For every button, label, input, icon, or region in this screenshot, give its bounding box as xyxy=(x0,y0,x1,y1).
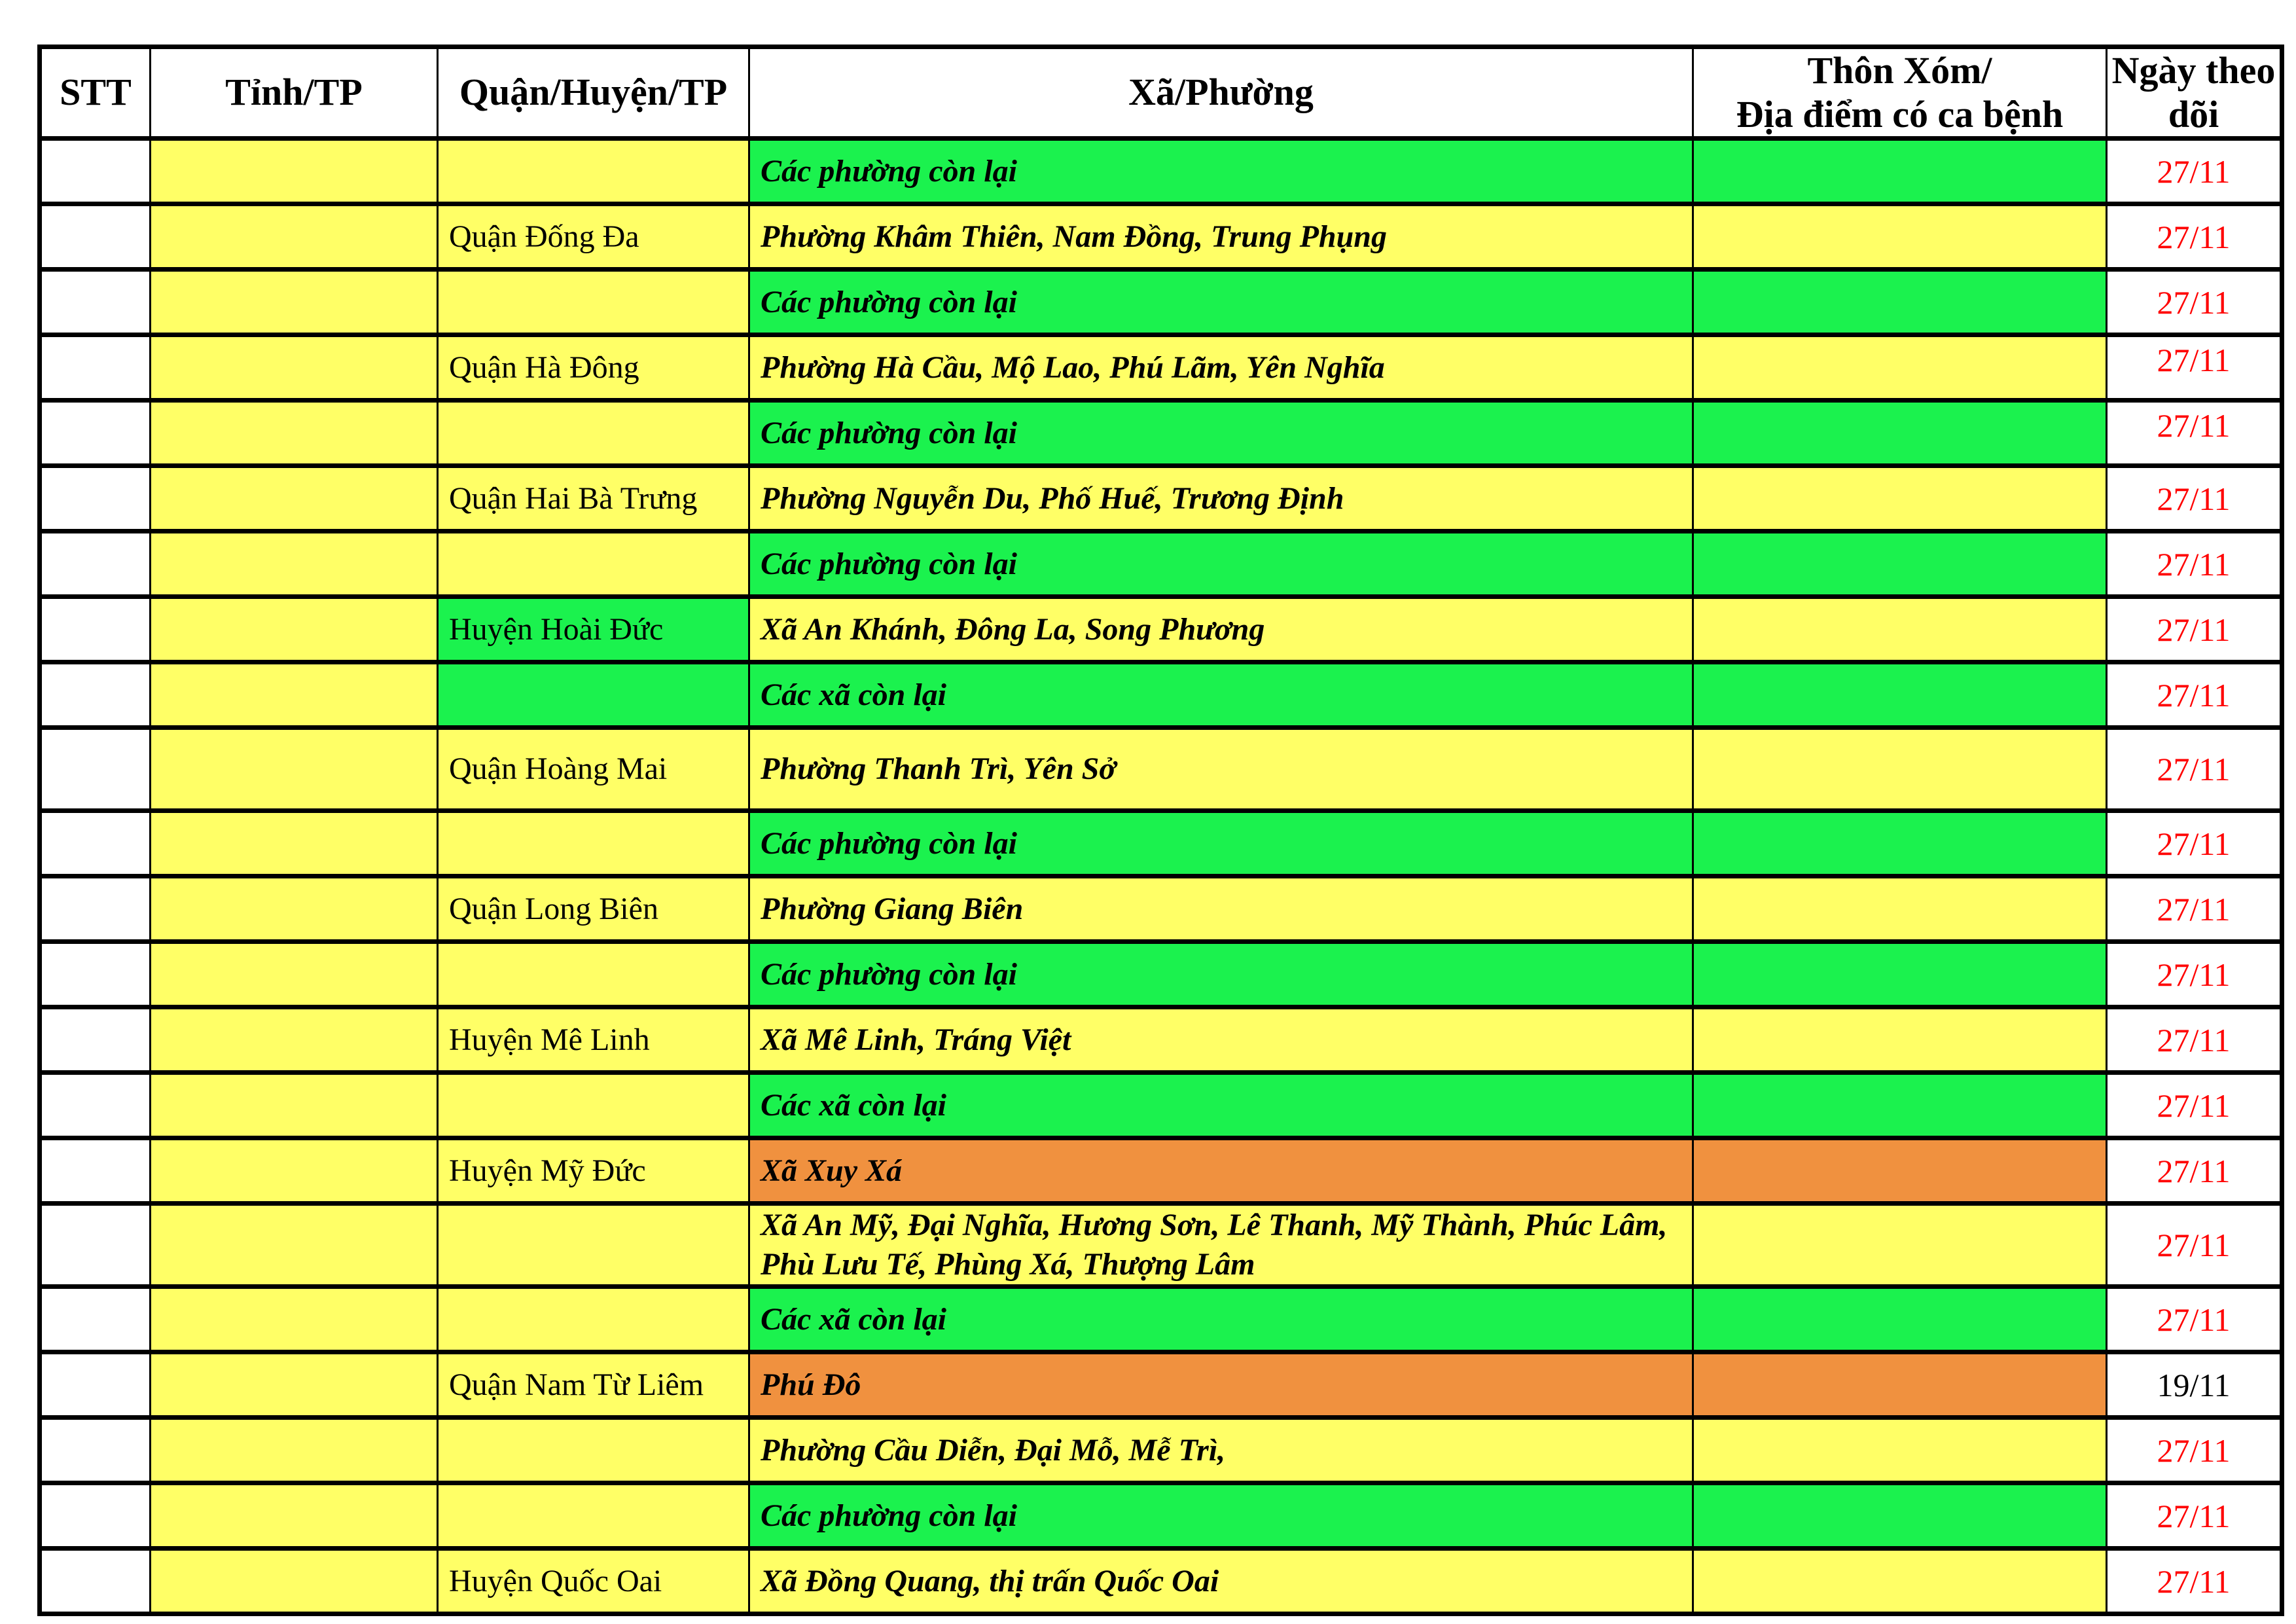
district-cell xyxy=(438,1073,749,1138)
table-row xyxy=(40,1073,2282,1138)
table-row xyxy=(40,662,2282,728)
follow-date-cell: 27/11 xyxy=(2107,1204,2282,1287)
stt-cell xyxy=(40,1549,151,1614)
hamlet-cell xyxy=(1693,1138,2107,1204)
hamlet-cell xyxy=(1693,1483,2107,1549)
ward-cell: Các xã còn lại xyxy=(749,1287,1693,1352)
province-cell xyxy=(151,1007,438,1073)
ward-cell: Xã An Khánh, Đông La, Song Phương xyxy=(749,597,1693,662)
province-cell xyxy=(151,1549,438,1614)
province-cell xyxy=(151,1418,438,1483)
district-cell xyxy=(438,1483,749,1549)
district-cell: Quận Hà Đông xyxy=(438,335,749,401)
province-cell xyxy=(151,466,438,532)
stt-cell xyxy=(40,1418,151,1483)
table-row xyxy=(40,811,2282,876)
stt-cell xyxy=(40,1007,151,1073)
follow-date-cell: 27/11 xyxy=(2107,1287,2282,1352)
header-hamlet-line2: Địa điểm có ca bệnh xyxy=(1736,92,2064,135)
ward-cell: Các phường còn lại xyxy=(749,139,1693,204)
ward-cell: Các xã còn lại xyxy=(749,662,1693,728)
follow-date-cell: 27/11 xyxy=(2107,466,2282,532)
district-cell xyxy=(438,1418,749,1483)
district-cell: Quận Đống Đa xyxy=(438,204,749,270)
district-cell: Quận Nam Từ Liêm xyxy=(438,1352,749,1418)
follow-date-cell: 27/11 xyxy=(2107,811,2282,876)
header-follow-date-line2: dõi xyxy=(2168,92,2219,135)
ward-cell: Phường Giang Biên xyxy=(749,876,1693,942)
hamlet-cell xyxy=(1693,1352,2107,1418)
province-cell xyxy=(151,1138,438,1204)
table-row xyxy=(40,466,2282,532)
follow-date-cell: 27/11 xyxy=(2107,597,2282,662)
table-row xyxy=(40,139,2282,204)
header-district: Quận/Huyện/TP xyxy=(438,47,749,139)
table-row xyxy=(40,532,2282,597)
stt-cell xyxy=(40,204,151,270)
covid-zone-table xyxy=(37,45,2284,1616)
province-cell xyxy=(151,1073,438,1138)
table-row xyxy=(40,335,2282,401)
stt-cell xyxy=(40,811,151,876)
hamlet-cell xyxy=(1693,401,2107,466)
district-cell xyxy=(438,139,749,204)
stt-cell xyxy=(40,401,151,466)
province-cell xyxy=(151,942,438,1007)
stt-cell xyxy=(40,942,151,1007)
follow-date-cell: 19/11 xyxy=(2107,1352,2282,1418)
district-cell xyxy=(438,942,749,1007)
ward-cell: Các phường còn lại xyxy=(749,270,1693,335)
ward-cell: Phú Đô xyxy=(749,1352,1693,1418)
table-row xyxy=(40,597,2282,662)
district-cell xyxy=(438,1204,749,1287)
follow-date-cell: 27/11 xyxy=(2107,401,2282,466)
district-cell xyxy=(438,1287,749,1352)
follow-date-cell: 27/11 xyxy=(2107,1549,2282,1614)
hamlet-cell xyxy=(1693,1073,2107,1138)
follow-date-cell: 27/11 xyxy=(2107,1138,2282,1204)
follow-date-cell: 27/11 xyxy=(2107,876,2282,942)
province-cell xyxy=(151,1352,438,1418)
follow-date-cell: 27/11 xyxy=(2107,662,2282,728)
follow-date-cell: 27/11 xyxy=(2107,335,2282,401)
province-cell xyxy=(151,811,438,876)
header-stt: STT xyxy=(40,47,151,139)
province-cell xyxy=(151,662,438,728)
hamlet-cell xyxy=(1693,728,2107,811)
province-cell xyxy=(151,401,438,466)
table-row xyxy=(40,270,2282,335)
ward-cell: Xã Xuy Xá xyxy=(749,1138,1693,1204)
district-cell xyxy=(438,401,749,466)
hamlet-cell xyxy=(1693,1204,2107,1287)
hamlet-cell xyxy=(1693,1549,2107,1614)
ward-cell: Phường Cầu Diễn, Đại Mỗ, Mễ Trì, xyxy=(749,1418,1693,1483)
hamlet-cell xyxy=(1693,662,2107,728)
province-cell xyxy=(151,139,438,204)
district-cell: Huyện Quốc Oai xyxy=(438,1549,749,1614)
stt-cell xyxy=(40,1138,151,1204)
district-cell xyxy=(438,811,749,876)
hamlet-cell xyxy=(1693,335,2107,401)
table-row xyxy=(40,728,2282,811)
province-cell xyxy=(151,728,438,811)
hamlet-cell xyxy=(1693,466,2107,532)
stt-cell xyxy=(40,270,151,335)
ward-cell: Phường Thanh Trì, Yên Sở xyxy=(749,728,1693,811)
stt-cell xyxy=(40,1073,151,1138)
header-province: Tỉnh/TP xyxy=(151,47,438,139)
table-row xyxy=(40,1138,2282,1204)
table-row xyxy=(40,1007,2282,1073)
province-cell xyxy=(151,876,438,942)
follow-date-cell: 27/11 xyxy=(2107,1418,2282,1483)
district-cell xyxy=(438,662,749,728)
table-row xyxy=(40,1549,2282,1614)
follow-date-cell: 27/11 xyxy=(2107,204,2282,270)
ward-cell: Các phường còn lại xyxy=(749,401,1693,466)
ward-cell: Các phường còn lại xyxy=(749,532,1693,597)
ward-cell: Các phường còn lại xyxy=(749,1483,1693,1549)
header-follow-date xyxy=(2107,47,2282,139)
stt-cell xyxy=(40,728,151,811)
hamlet-cell xyxy=(1693,597,2107,662)
province-cell xyxy=(151,270,438,335)
district-cell: Huyện Hoài Đức xyxy=(438,597,749,662)
district-cell: Quận Hai Bà Trưng xyxy=(438,466,749,532)
province-cell xyxy=(151,1287,438,1352)
ward-cell: Phường Hà Cầu, Mộ Lao, Phú Lãm, Yên Nghĩa xyxy=(749,335,1693,401)
stt-cell xyxy=(40,662,151,728)
table-row xyxy=(40,1287,2282,1352)
stt-cell xyxy=(40,466,151,532)
ward-cell: Phường Nguyễn Du, Phố Huế, Trương Định xyxy=(749,466,1693,532)
header-follow-date-line1: Ngày theo xyxy=(2111,49,2276,92)
district-cell: Quận Hoàng Mai xyxy=(438,728,749,811)
follow-date-cell: 27/11 xyxy=(2107,139,2282,204)
hamlet-cell xyxy=(1693,811,2107,876)
ward-cell: Xã Mê Linh, Tráng Việt xyxy=(749,1007,1693,1073)
ward-cell: Xã An Mỹ, Đại Nghĩa, Hương Sơn, Lê Thanh, Mỹ Thành, Phúc Lâm, Phù Lưu Tế, Phùng Xá, Thượng Lâm xyxy=(749,1204,1693,1287)
ward-cell: Các phường còn lại xyxy=(749,811,1693,876)
district-cell: Quận Long Biên xyxy=(438,876,749,942)
table-row xyxy=(40,204,2282,270)
stt-cell xyxy=(40,532,151,597)
district-cell xyxy=(438,270,749,335)
hamlet-cell xyxy=(1693,204,2107,270)
ward-cell: Xã Đồng Quang, thị trấn Quốc Oai xyxy=(749,1549,1693,1614)
header-hamlet xyxy=(1693,47,2107,139)
stt-cell xyxy=(40,139,151,204)
province-cell xyxy=(151,532,438,597)
stt-cell xyxy=(40,1204,151,1287)
hamlet-cell xyxy=(1693,942,2107,1007)
hamlet-cell xyxy=(1693,1007,2107,1073)
stt-cell xyxy=(40,1287,151,1352)
table-row xyxy=(40,876,2282,942)
stt-cell xyxy=(40,335,151,401)
stt-cell xyxy=(40,597,151,662)
follow-date-cell: 27/11 xyxy=(2107,942,2282,1007)
follow-date-cell: 27/11 xyxy=(2107,728,2282,811)
header-ward: Xã/Phường xyxy=(749,47,1693,139)
header-hamlet-line1: Thôn Xóm/ xyxy=(1807,49,1992,92)
table-row xyxy=(40,1483,2282,1549)
province-cell xyxy=(151,1204,438,1287)
hamlet-cell xyxy=(1693,532,2107,597)
province-cell xyxy=(151,204,438,270)
header-row xyxy=(40,47,2282,139)
province-cell xyxy=(151,335,438,401)
hamlet-cell xyxy=(1693,1418,2107,1483)
ward-cell: Phường Khâm Thiên, Nam Đồng, Trung Phụng xyxy=(749,204,1693,270)
stt-cell xyxy=(40,1352,151,1418)
hamlet-cell xyxy=(1693,139,2107,204)
hamlet-cell xyxy=(1693,270,2107,335)
follow-date-cell: 27/11 xyxy=(2107,1007,2282,1073)
district-cell: Huyện Mỹ Đức xyxy=(438,1138,749,1204)
stt-cell xyxy=(40,876,151,942)
follow-date-cell: 27/11 xyxy=(2107,1073,2282,1138)
table-row xyxy=(40,1204,2282,1287)
district-cell xyxy=(438,532,749,597)
hamlet-cell xyxy=(1693,1287,2107,1352)
hamlet-cell xyxy=(1693,876,2107,942)
follow-date-cell: 27/11 xyxy=(2107,270,2282,335)
table-row xyxy=(40,942,2282,1007)
ward-cell: Các xã còn lại xyxy=(749,1073,1693,1138)
table-row xyxy=(40,1352,2282,1418)
table-row xyxy=(40,401,2282,466)
ward-cell: Các phường còn lại xyxy=(749,942,1693,1007)
district-cell: Huyện Mê Linh xyxy=(438,1007,749,1073)
province-cell xyxy=(151,597,438,662)
stt-cell xyxy=(40,1483,151,1549)
province-cell xyxy=(151,1483,438,1549)
follow-date-cell: 27/11 xyxy=(2107,1483,2282,1549)
table-row xyxy=(40,1418,2282,1483)
follow-date-cell: 27/11 xyxy=(2107,532,2282,597)
